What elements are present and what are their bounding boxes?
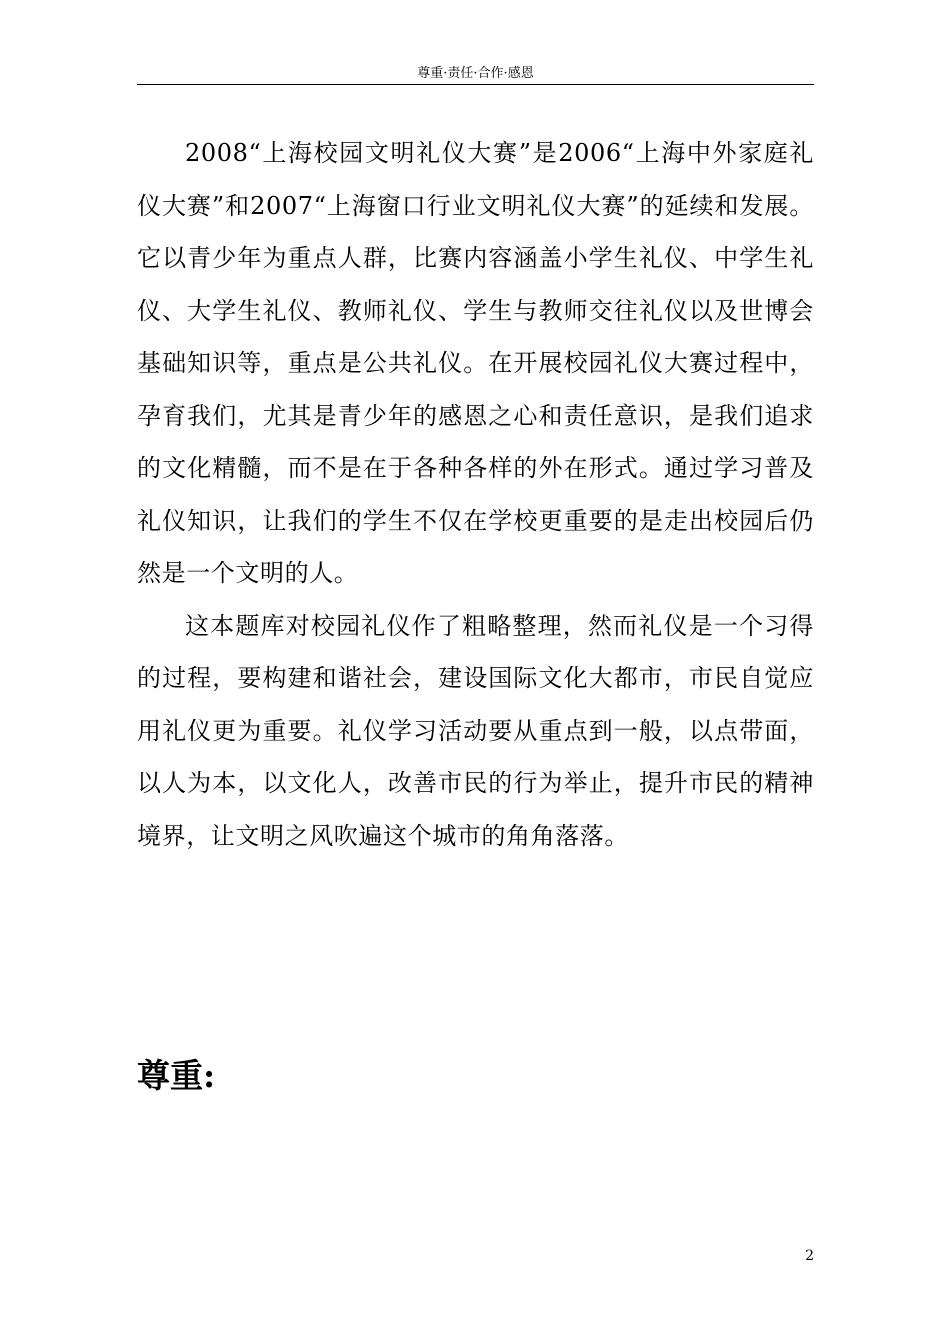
page-number: 2 (805, 1248, 814, 1264)
body-text (137, 127, 814, 862)
paragraph-intro: 2008“上海校园文明礼仪大赛”是2006“上海中外家庭礼仪大赛”和2007“上海窗口行业文明礼仪大赛”的延续和发展。它以青少年为重点人群，比赛内容涵盖小学生礼仪、中学生礼仪、大学生礼仪、教师礼仪、学生与教师交往礼仪以及世博会基础知识等，重点是公共礼仪。在开展校园礼仪大赛过程中，孕育我们，尤其是青少年的感恩之心和责任意识，是我们追求的文化精髓，而不是在于各种各样的外在形式。通过学习普及礼仪知识，让我们的学生不仅在学校更重要的是走出校园后仍然是一个文明的人。 (137, 139, 814, 587)
paragraph-question-bank: 这本题库对校园礼仪作了粗略整理，然而礼仪是一个习得的过程，要构建和谐社会，建设国际文化大都市，市民自觉应用礼仪更为重要。礼仪学习活动要从重点到一般，以点带面，以人为本，以文化人，改善市民的行为举止，提升市民的精神境界，让文明之风吹遍这个城市的角角落落。 (137, 611, 814, 850)
section-heading: 尊重: (137, 1056, 216, 1095)
page-header: 尊重·责任·合作·感恩 (137, 64, 814, 85)
